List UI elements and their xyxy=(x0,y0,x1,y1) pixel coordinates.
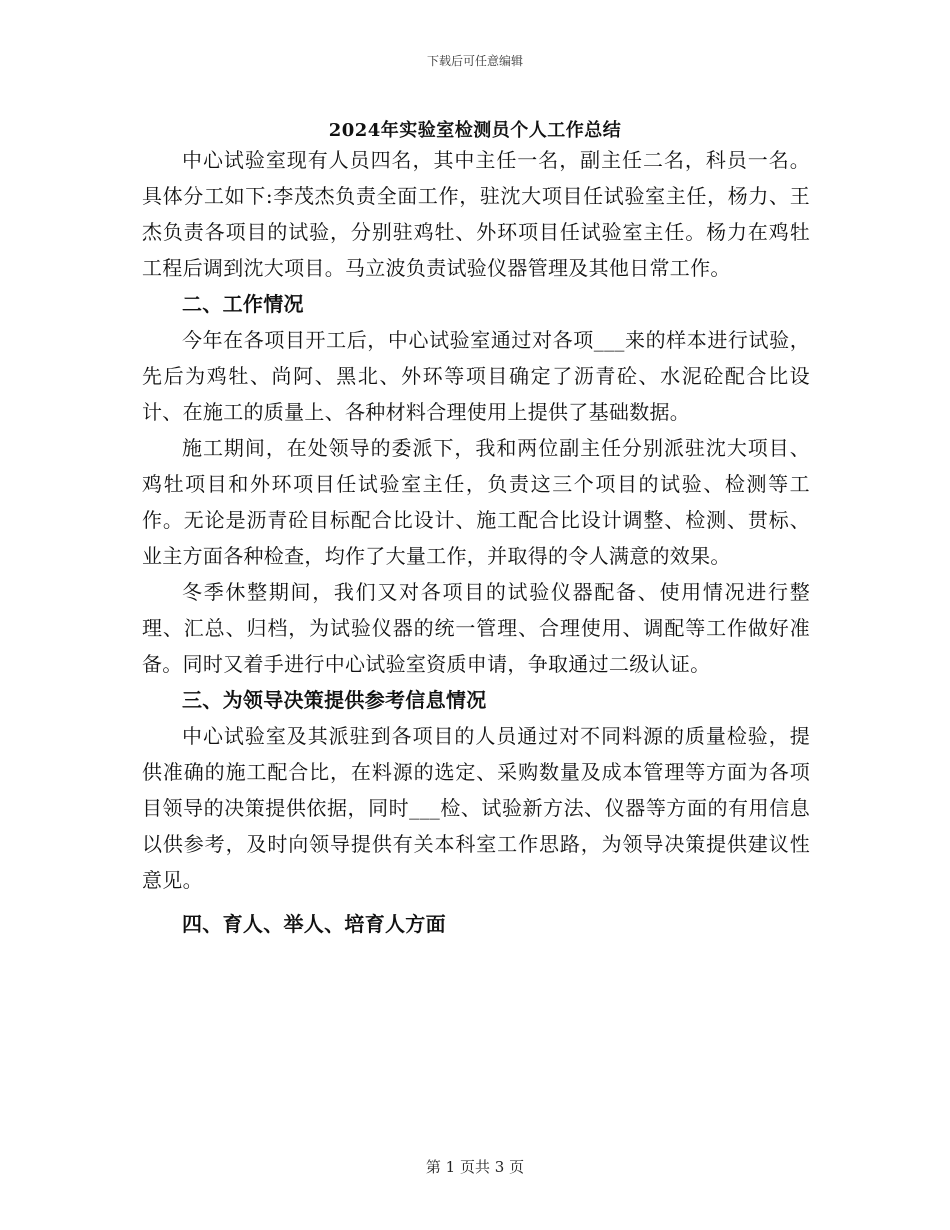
paragraph: 今年在各项目开工后，中心试验室通过对各项___来的样本进行试验，先后为鸡牡、尚阿、黑北、外环等项目确定了沥青砼、水泥砼配合比设计、在施工的质量上、各种材料合理使用上提供了基础数据。 xyxy=(142,328,810,424)
section-heading-decision-support: 三、为领导决策提供参考信息情况 xyxy=(182,688,487,712)
intro-paragraph: 中心试验室现有人员四名，其中主任一名，副主任二名，科员一名。具体分工如下:李茂杰负责全面工作，驻沈大项目任试验室主任，杨力、王杰负责各项目的试验，分别驻鸡牡、外环项目任试验室主任。杨力在鸡牡工程后调到沈大项目。马立波负责试验仪器管理及其他日常工作。 xyxy=(142,148,810,280)
page-footer: 第 1 页共 3 页 xyxy=(425,1158,525,1176)
page-header: 下载后可任意编辑 xyxy=(426,54,523,68)
section-heading-work-status: 二、工作情况 xyxy=(182,292,304,316)
section-heading-talent-development: 四、育人、举人、培育人方面 xyxy=(182,912,446,936)
paragraph: 冬季休整期间，我们又对各项目的试验仪器配备、使用情况进行整理、汇总、归档，为试验仪器的统一管理、合理使用、调配等工作做好准备。同时又着手进行中心试验室资质申请，争取通过二级认证。 xyxy=(142,580,810,676)
paragraph: 施工期间，在处领导的委派下，我和两位副主任分别派驻沈大项目、鸡牡项目和外环项目任试验室主任，负责这三个项目的试验、检测等工作。无论是沥青砼目标配合比设计、施工配合比设计调整、检测、贯标、业主方面各种检查，均作了大量工作，并取得的令人满意的效果。 xyxy=(142,436,810,568)
paragraph: 中心试验室及其派驻到各项目的人员通过对不同料源的质量检验，提供准确的施工配合比，在料源的选定、采购数量及成本管理等方面为各项目领导的决策提供依据，同时___检、试验新方法、仪器等方面的有用信息以供参考，及时向领导提供有关本科室工作思路，为领导决策提供建议性意见。 xyxy=(142,724,810,892)
document-title: 2024年实验室检测员个人工作总结 xyxy=(328,120,622,141)
document-body xyxy=(142,142,810,942)
